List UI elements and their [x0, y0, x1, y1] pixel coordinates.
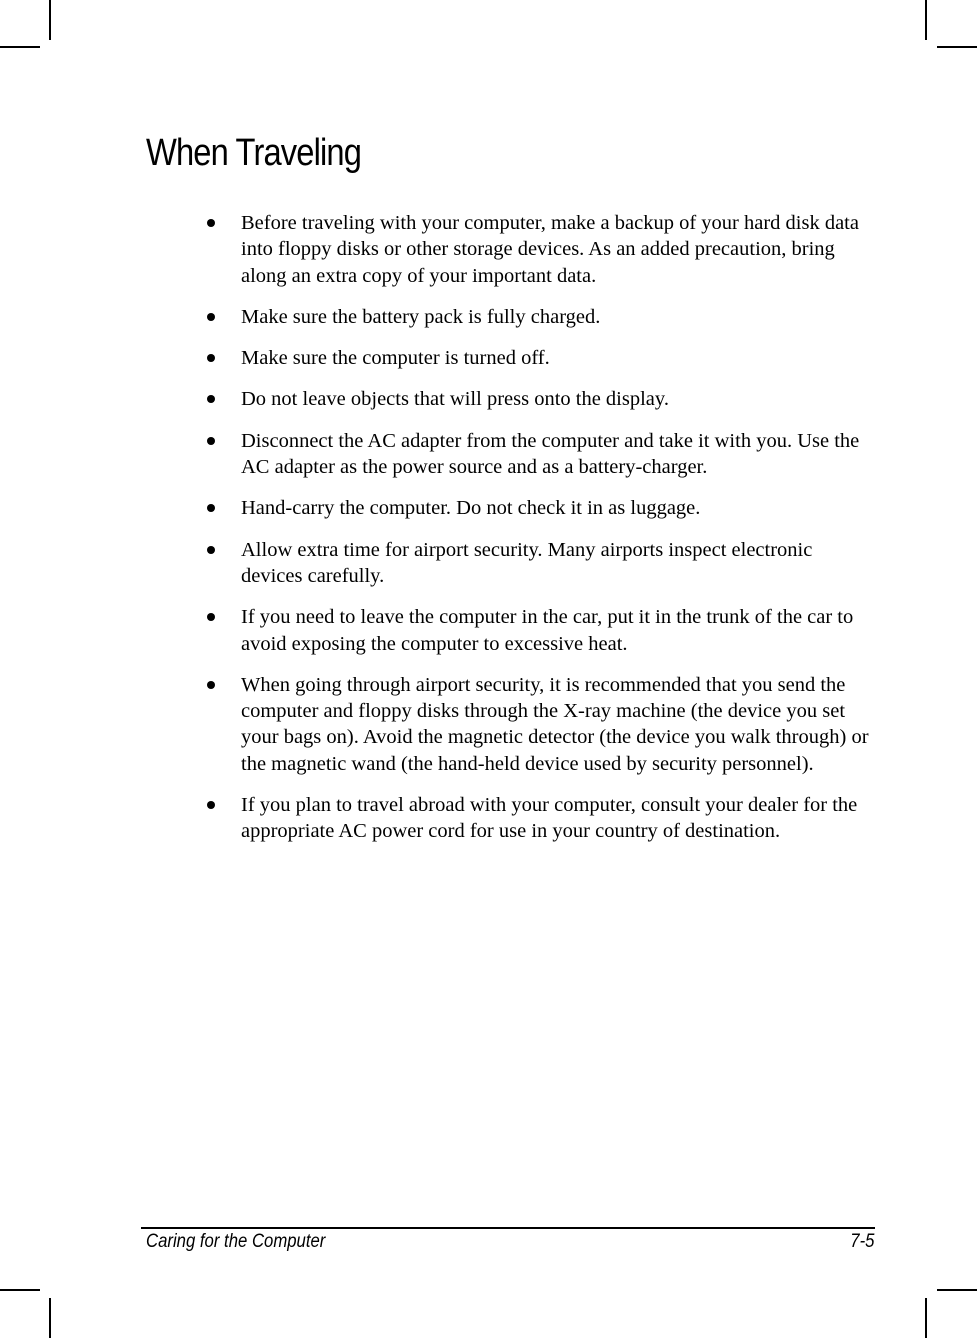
list-item [200, 345, 876, 371]
crop-mark [49, 0, 51, 40]
list-item [200, 304, 876, 330]
list-item [200, 210, 876, 289]
bullet-icon [207, 219, 215, 227]
crop-mark [0, 46, 40, 48]
list-item [200, 386, 876, 412]
list-item-text: Do not leave objects that will press onto the display. [241, 388, 669, 411]
bullet-icon [207, 395, 215, 403]
traveling-tips-list [200, 210, 876, 860]
list-item-text: Make sure the battery pack is fully charged. [241, 305, 601, 328]
list-item-text: When going through airport security, it is recommended that you send the computer and floppy disks through the X-ray machine (the device you set your bags on). Avoid the magnetic detector (the device you walk through) or the magnetic wand (the hand-held device used by security personnel). [241, 673, 869, 775]
list-item [200, 792, 876, 845]
page-title: When Traveling [146, 132, 362, 174]
bullet-icon [207, 546, 215, 554]
bullet-icon [207, 613, 215, 621]
list-item [200, 537, 876, 590]
list-item-text: Before traveling with your computer, make a backup of your hard disk data into floppy disks or other storage devices. As an added precaution, bring along an extra copy of your important data. [241, 212, 859, 287]
list-item [200, 428, 876, 481]
crop-mark [925, 1298, 927, 1338]
footer-page-number: 7-5 [849, 1231, 874, 1252]
footer-rule [141, 1227, 875, 1229]
bullet-icon [207, 504, 215, 512]
bullet-icon [207, 437, 215, 445]
list-item [200, 604, 876, 657]
list-item-text: Allow extra time for airport security. Many airports inspect electronic devices carefully. [241, 538, 813, 587]
footer-section-title: Caring for the Computer [146, 1231, 326, 1252]
crop-mark [937, 1289, 977, 1291]
list-item-text: If you plan to travel abroad with your computer, consult your dealer for the appropriate AC power cord for use in your country of destination. [241, 794, 858, 843]
list-item-text: If you need to leave the computer in the car, put it in the trunk of the car to avoid exposing the computer to excessive heat. [241, 606, 854, 655]
bullet-icon [207, 681, 215, 689]
list-item-text: Make sure the computer is turned off. [241, 347, 550, 370]
list-item-text: Hand-carry the computer. Do not check it in as luggage. [241, 497, 701, 520]
list-item-text: Disconnect the AC adapter from the computer and take it with you. Use the AC adapter as the power source and as a battery-charger. [241, 429, 860, 479]
bullet-icon [207, 313, 215, 321]
bullet-icon [207, 801, 215, 809]
crop-mark [49, 1298, 51, 1338]
list-item [200, 495, 876, 521]
crop-mark [0, 1289, 40, 1291]
bullet-icon [207, 354, 215, 362]
crop-mark [937, 46, 977, 48]
crop-mark [925, 0, 927, 40]
list-item [200, 672, 876, 777]
